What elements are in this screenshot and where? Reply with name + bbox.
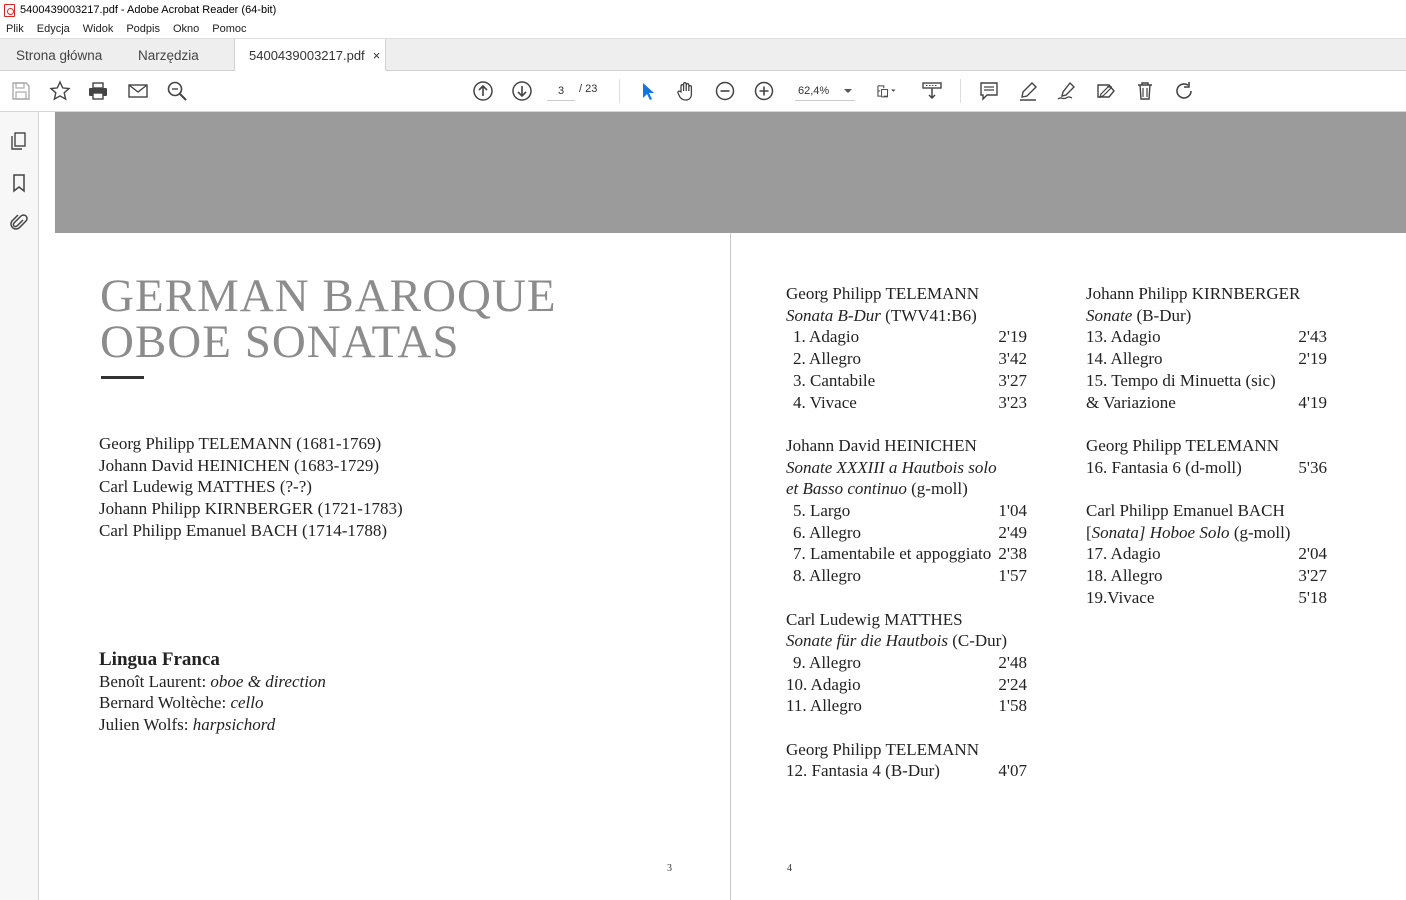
title-rule: [101, 376, 144, 379]
work-title: [Sonata] Hoboe Solo (g-moll): [1086, 522, 1291, 542]
page-total: / 23: [579, 83, 598, 95]
document-canvas[interactable]: [40, 112, 1406, 900]
work-group: [1086, 435, 1327, 478]
page-top-gray-area: [55, 112, 1406, 233]
page-thumbnails-icon[interactable]: [8, 130, 30, 152]
track-row: 18. Allegro 3'27: [1086, 566, 1327, 586]
track-row: 13. Adagio 2'43: [1086, 327, 1327, 347]
next-page-icon[interactable]: [510, 79, 534, 103]
track-row: 16. Fantasia 6 (d-moll) 5'36: [1086, 457, 1327, 477]
page-number: 4: [787, 863, 792, 874]
menu-file[interactable]: Plik: [6, 23, 24, 35]
track-row: 11. Allegro 1'58: [786, 696, 1027, 716]
track-row: 17. Adagio 2'04: [1086, 544, 1327, 564]
tracklist-column-2: [1086, 283, 1327, 630]
stamp-edit-icon[interactable]: [1094, 79, 1118, 103]
work-title: et Basso continuo (g-moll): [786, 479, 968, 499]
track-row: 10. Adagio 2'24: [786, 674, 1027, 694]
work-group: [1086, 283, 1327, 413]
tab-document-label: 5400439003217.pdf: [249, 48, 365, 63]
page-number: 3: [667, 863, 672, 874]
hand-tool-icon[interactable]: [674, 79, 698, 103]
track-row: 15. Tempo di Minuetta (sic): [1086, 370, 1276, 390]
window-title: 5400439003217.pdf - Adobe Acrobat Reader (64-bit): [20, 4, 277, 16]
ensemble-member: Benoît Laurent: oboe & direction: [99, 671, 326, 691]
star-bookmark-icon[interactable]: [48, 79, 72, 103]
work-group: [786, 283, 1027, 413]
document-page-left: [55, 233, 730, 900]
tab-home[interactable]: Strona główna: [16, 47, 103, 63]
bookmarks-icon[interactable]: [8, 172, 30, 194]
track-row: 1. Adagio 2'19: [793, 327, 1027, 347]
save-icon[interactable]: [9, 79, 33, 103]
tab-bar: [0, 38, 1406, 71]
composer-item: Carl Philipp Emanuel BACH (1714-1788): [99, 520, 388, 540]
work-composer: Georg Philipp TELEMANN: [786, 739, 979, 759]
track-row: 2. Allegro 3'42: [793, 349, 1027, 369]
track-row: 6. Allegro 2'49: [793, 522, 1027, 542]
track-row: 5. Largo 1'04: [793, 501, 1027, 521]
highlight-pen-icon[interactable]: [1016, 79, 1040, 103]
menu-window[interactable]: Okno: [172, 23, 200, 35]
acrobat-pdf-icon: [4, 4, 15, 17]
work-composer: Johann Philipp KIRNBERGER: [1086, 284, 1301, 303]
previous-page-icon[interactable]: [471, 79, 495, 103]
zoom-level-select[interactable]: [795, 81, 855, 101]
print-icon[interactable]: [86, 79, 110, 103]
toolbar-separator: [619, 79, 620, 103]
zoom-level-value: 62,4%: [798, 84, 830, 97]
rotate-icon[interactable]: [1172, 79, 1196, 103]
scroll-mode-icon[interactable]: [920, 79, 944, 103]
zoom-in-icon[interactable]: [752, 79, 776, 103]
composer-item: Johann Philipp KIRNBERGER (1721-1783): [99, 499, 403, 519]
work-title: Sonate (B-Dur): [1086, 305, 1192, 325]
fit-page-icon[interactable]: [871, 79, 901, 103]
ensemble-name: Lingua Franca: [99, 649, 220, 670]
work-title: Sonata B-Dur (TWV41:B6): [786, 305, 977, 325]
chevron-down-icon: [844, 89, 852, 93]
menu-help[interactable]: Pomoc: [212, 23, 247, 35]
email-icon[interactable]: [126, 79, 150, 103]
track-row: 3. Cantabile 3'27: [793, 370, 1027, 390]
zoom-out-icon[interactable]: [713, 79, 737, 103]
document-page-right: [730, 233, 1406, 900]
work-title: Sonate XXXIII a Hautbois solo: [786, 457, 997, 477]
search-zoom-icon[interactable]: [165, 79, 189, 103]
menu-sign[interactable]: Podpis: [126, 23, 160, 35]
trash-icon[interactable]: [1133, 79, 1157, 103]
composer-item: Johann David HEINICHEN (1683-1729): [99, 455, 379, 475]
work-group: [1086, 500, 1327, 609]
work-composer: Johann David HEINICHEN: [786, 435, 977, 455]
composer-list: [99, 433, 403, 542]
tracklist-column-1: [786, 283, 1027, 804]
close-tab-icon[interactable]: ×: [372, 48, 381, 63]
booklet-title-line1: GERMAN BAROQUE: [100, 270, 557, 322]
track-row: 12. Fantasia 4 (B-Dur) 4'07: [786, 761, 1027, 781]
work-composer: Georg Philipp TELEMANN: [786, 284, 979, 303]
work-title: Sonate für die Hautbois (C-Dur): [786, 631, 1007, 651]
menu-bar: [0, 20, 1406, 38]
ensemble-block: [99, 649, 326, 736]
work-group: [786, 609, 1027, 718]
booklet-title-line2: OBOE SONATAS: [100, 316, 460, 368]
track-row: 7. Lamentabile et appoggiato 2'38: [793, 544, 1027, 564]
track-row: 9. Allegro 2'48: [793, 652, 1027, 672]
window-titlebar: [0, 0, 1406, 20]
toolbar-separator: [960, 79, 961, 103]
track-row: 19.Vivace 5'18: [1086, 587, 1327, 607]
booklet-title: [100, 270, 557, 368]
menu-view[interactable]: Widok: [82, 23, 114, 35]
sign-icon[interactable]: [1055, 79, 1079, 103]
menu-edit[interactable]: Edycja: [36, 23, 70, 35]
tab-document[interactable]: [234, 39, 386, 72]
work-composer: Carl Philipp Emanuel BACH: [1086, 501, 1285, 520]
ensemble-member: Bernard Woltèche: cello: [99, 693, 264, 713]
ensemble-member: Julien Wolfs: harpsichord: [99, 715, 276, 735]
composer-item: Carl Ludewig MATTHES (?-?): [99, 477, 312, 497]
select-cursor-icon[interactable]: [635, 79, 659, 103]
composer-item: Georg Philipp TELEMANN (1681-1769): [99, 434, 382, 453]
main-toolbar: [0, 71, 1406, 112]
tab-tools[interactable]: Narzędzia: [138, 47, 199, 63]
page-number-input[interactable]: 3: [547, 81, 575, 101]
left-navigation-rail: [0, 112, 39, 900]
track-row: & Variazione 4'19: [1086, 392, 1327, 412]
work-composer: Georg Philipp TELEMANN: [1086, 435, 1279, 455]
attachments-paperclip-icon[interactable]: [8, 212, 30, 234]
track-row: 4. Vivace 3'23: [793, 392, 1027, 412]
work-group: [786, 435, 1027, 587]
track-row: 14. Allegro 2'19: [1086, 349, 1327, 369]
work-group: [786, 739, 1027, 782]
track-row: 8. Allegro 1'57: [793, 566, 1027, 586]
work-composer: Carl Ludewig MATTHES: [786, 609, 963, 629]
comment-icon[interactable]: [977, 79, 1001, 103]
